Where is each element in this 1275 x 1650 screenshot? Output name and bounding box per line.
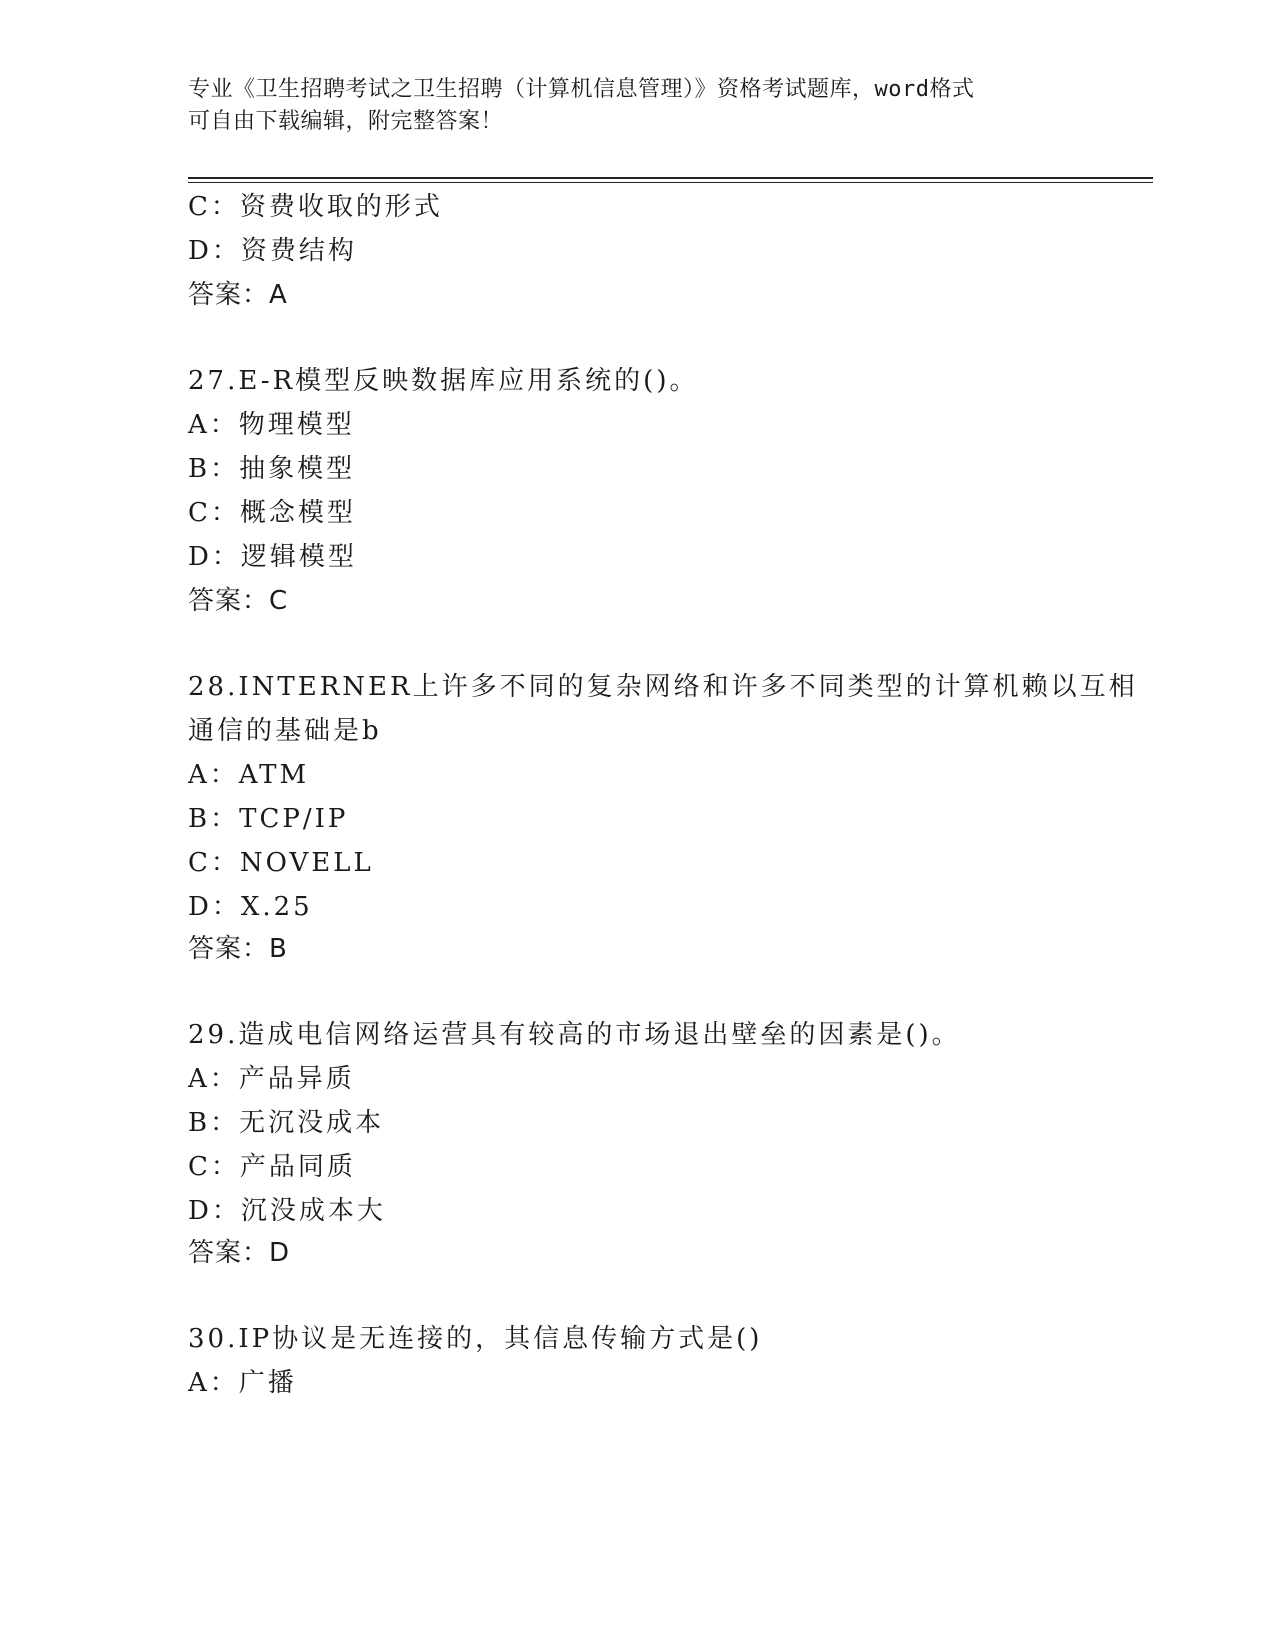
q27-answer: 答案：C [188, 586, 289, 616]
q28-question-line-1: 28.INTERNER上许多不同的复杂网络和许多不同类型的计算机赖以互相 [188, 672, 1138, 702]
q28-option-a: A：ATM [188, 760, 310, 790]
q27-option-c: C：概念模型 [188, 498, 356, 528]
q27-option-a: A：物理模型 [188, 410, 355, 440]
q27-option-d: D：逻辑模型 [188, 542, 357, 572]
q29-option-c: C：产品同质 [188, 1152, 356, 1182]
q26-answer: 答案：A [188, 280, 288, 310]
q29-option-b: B：无沉没成本 [188, 1108, 385, 1138]
q29-option-a: A：产品异质 [188, 1064, 355, 1094]
q26-option-d: D：资费结构 [188, 236, 357, 266]
q26-option-c: C：资费收取的形式 [188, 192, 443, 222]
header-line-2: 可自由下载编辑，附完整答案！ [188, 109, 504, 134]
q27-question: 27.E-R模型反映数据库应用系统的()。 [188, 366, 699, 396]
header-line-1: 专业《卫生招聘考试之卫生招聘（计算机信息管理）》资格考试题库，word格式 [188, 77, 975, 102]
q28-question-line-2: 通信的基础是b [188, 716, 382, 746]
q30-question: 30.IP协议是无连接的，其信息传输方式是() [188, 1324, 763, 1354]
q28-option-b: B：TCP/IP [188, 804, 349, 834]
q30-option-a: A：广播 [188, 1368, 297, 1398]
header-divider-thick [188, 177, 1153, 179]
q28-answer: 答案：B [188, 934, 288, 964]
q29-answer: 答案：D [188, 1238, 291, 1268]
header-divider-thin [188, 182, 1153, 183]
q27-option-b: B：抽象模型 [188, 454, 356, 484]
q29-question: 29.造成电信网络运营具有较高的市场退出壁垒的因素是()。 [188, 1020, 961, 1050]
q28-option-d: D：X.25 [188, 892, 313, 922]
document-header [188, 74, 1088, 138]
q28-option-c: C：NOVELL [188, 848, 374, 878]
q29-option-d: D：沉没成本大 [188, 1196, 386, 1226]
